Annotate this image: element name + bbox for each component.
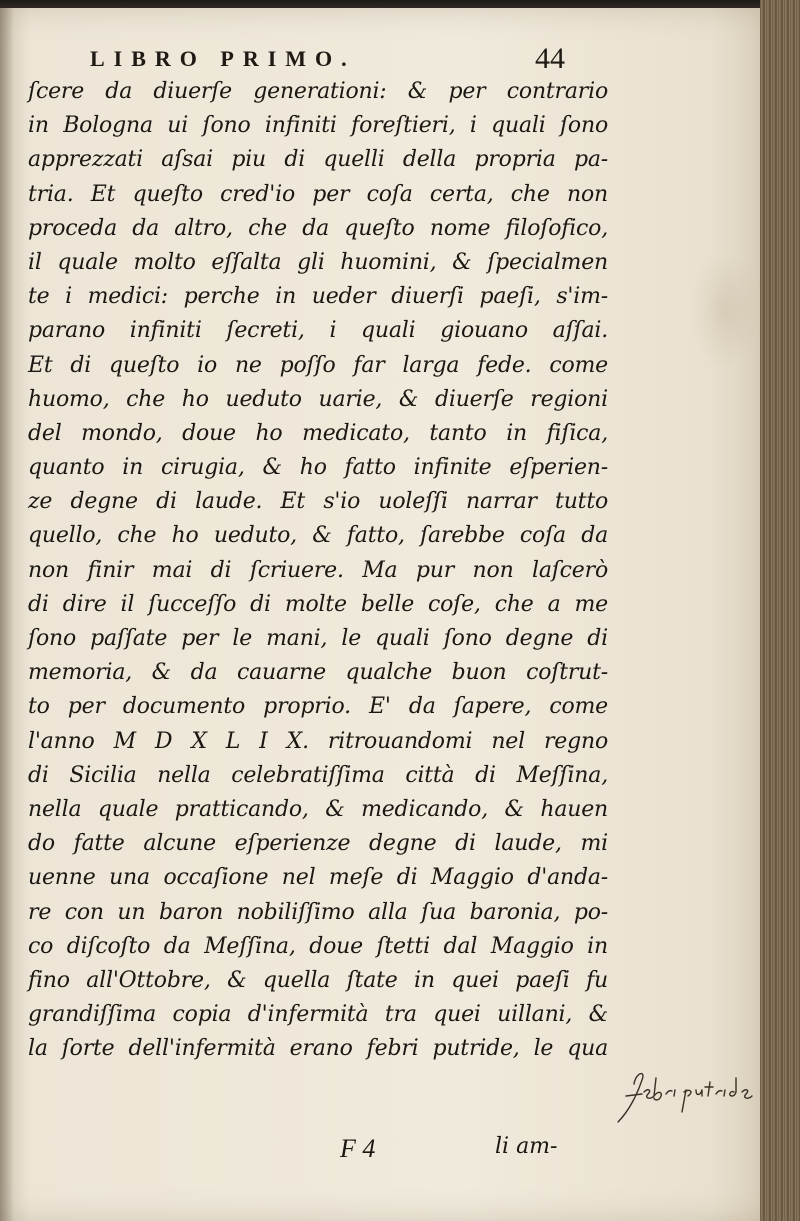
page-footer [340, 1134, 580, 1174]
text-line: grandiſſima copia d'infermità tra quei uillani, & [28, 1002, 608, 1028]
catchword: li am- [495, 1134, 558, 1159]
book-fore-edge [760, 0, 800, 1221]
text-line: Et di queſto io ne poſſo far larga fede. come [28, 352, 608, 378]
text-line: do fatte alcune eſperienze degne di laude, mi [28, 831, 608, 857]
text-line: di Sicilia nella celebratiſſima città di Meſſina, [28, 762, 608, 788]
text-line: il quale molto eſſalta gli huomini, & ſpecialmen [28, 249, 608, 275]
text-line: l'anno M D X L I X. ritrouandomi nel regno [28, 728, 608, 754]
text-line: te i medici: perche in ueder diuerſi paeſi, s'im- [28, 284, 608, 310]
page-number: 44 [535, 42, 565, 75]
text-line: ſcere da diuerſe generationi: & per contrario [28, 79, 608, 104]
running-head [90, 40, 630, 80]
text-line: co diſcoſto da Meſſina, doue ſtetti dal Maggio in [28, 933, 608, 959]
text-line: quello, che ho ueduto, & fatto, ſarebbe coſa da [28, 523, 608, 549]
text-line: uenne una occaſione nel meſe di Maggio d'anda- [28, 865, 608, 891]
signature-mark: F 4 [340, 1134, 376, 1163]
text-line: in Bologna ui ſono infiniti foreſtieri, i quali ſono [28, 113, 608, 139]
text-line: la ſorte dell'infermità erano febri putride, le qua [28, 1036, 608, 1062]
running-title: LIBRO PRIMO. [90, 46, 356, 71]
handwritten-note-drawing [612, 1066, 762, 1126]
text-line: parano infiniti ſecreti, i quali giouano aſſai. [28, 318, 608, 344]
text-line: di dire il ſucceſſo di molte belle coſe, che a me [28, 591, 608, 617]
text-line: huomo, che ho ueduto uarie, & diuerſe regioni [28, 386, 608, 412]
text-line: re con un baron nobiliſſimo alla ſua baronia, po- [28, 899, 608, 925]
body-text [28, 75, 608, 1066]
ink-bleed-stain [690, 250, 760, 370]
text-line: quanto in cirugia, & ho fatto infinite eſperien- [28, 455, 608, 481]
text-line: apprezzati aſsai piu di quelli della propria pa- [28, 147, 608, 173]
gutter-shadow [0, 8, 14, 1221]
text-line: tria. Et queſto cred'io per coſa certa, che non [28, 181, 608, 207]
text-line: memoria, & da cauarne qualche buon coſtrut- [28, 660, 608, 686]
handwritten-margin-note [612, 1066, 762, 1126]
text-line: ſono paſſate per le mani, le quali ſono degne di [28, 626, 608, 651]
text-line: to per documento proprio. E' da ſapere, come [28, 694, 608, 720]
text-line: proceda da altro, che da queſto nome filoſofico, [28, 215, 608, 241]
text-line: nella quale pratticando, & medicando, & hauen [28, 796, 608, 822]
text-line: del mondo, doue ho medicato, tanto in fiſica, [28, 420, 608, 446]
text-line: fino all'Ottobre, & quella ſtate in quei paeſi fu [28, 967, 608, 993]
text-line: ze degne di laude. Et s'io uoleſſi narrar tutto [28, 489, 608, 515]
text-line: non finir mai di ſcriuere. Ma pur non laſcerò [28, 557, 608, 583]
